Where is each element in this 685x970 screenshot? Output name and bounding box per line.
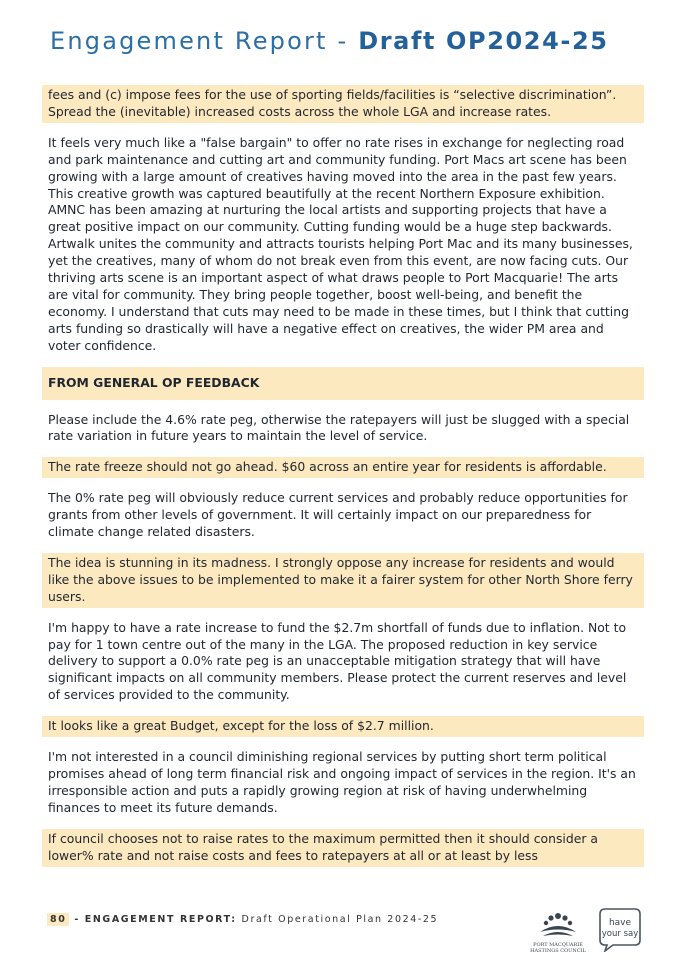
page-footer (47, 914, 438, 925)
section-heading: FROM GENERAL OP FEEDBACK (42, 367, 644, 400)
page-number: 80 (47, 913, 69, 926)
report-title-regular: Engagement Report - (50, 27, 359, 55)
feedback-content (42, 85, 644, 877)
have-your-say-line1: have (608, 918, 632, 928)
feedback-item: It looks like a great Budget, except for the loss of $2.7 million. (42, 716, 644, 737)
report-title-bold: Draft OP2024-25 (358, 27, 609, 55)
feedback-item: fees and (c) impose fees for the use of sporting fields/facilities is “selective discrimination”. Spread the (inevitable) increased costs across the whole LGA and increase rates. (42, 85, 644, 123)
footer-label: Draft Operational Plan 2024-25 (241, 914, 439, 925)
logo-text-line2: HASTINGS COUNCIL (530, 948, 586, 954)
report-title (50, 27, 609, 55)
have-your-say-line2: your say (601, 929, 639, 939)
feedback-item: If council chooses not to raise rates to the maximum permitted then it should consider a lower% rate and not raise costs and fees to ratepayers at all or at least by less (42, 829, 644, 867)
feedback-item: I'm happy to have a rate increase to fund the $2.7m shortfall of funds due to inflation. Not to pay for 1 town centre out of the many in the LGA. The proposed reduction in key service delivery to support a 0.0% rate peg is an unacceptable mitigation strategy that will have significant impacts on all community members. Please protect the current reserves and level of services provided to the community. (48, 619, 627, 703)
feedback-item: Please include the 4.6% rate peg, otherwise the ratepayers will just be slugged with a special rate variation in future years to maintain the level of service. (48, 411, 630, 444)
logo-text-line1: PORT MACQUARIE (533, 942, 583, 948)
have-your-say-logo (597, 906, 643, 952)
council-logo (526, 906, 590, 956)
feedback-item: The idea is stunning in its madness. I strongly oppose any increase for residents and would like the above issues to be implemented to make it a fairer system for other North Shore ferry users. (42, 553, 644, 608)
feedback-item: The 0% rate peg will obviously reduce current services and probably reduce opportunities for grants from other levels of government. It will certainly impact on our preparedness for climate change related disasters. (48, 490, 628, 540)
feedback-item: I'm not interested in a council diminishing regional services by putting short term political promises ahead of long term financial risk and ongoing impact of services in the region. It's an irresponsible action and puts a rapidly growing region at risk of having underwhelming finances to meet its future demands. (48, 749, 636, 815)
feedback-item: The rate freeze should not go ahead. $60 across an entire year for residents is affordable. (42, 457, 644, 478)
footer-label-bold: - ENGAGEMENT REPORT: (69, 914, 242, 925)
feedback-item: It feels very much like a "false bargain" to offer no rate rises in exchange for neglecting road and park maintenance and cutting art and community funding. Port Macs art scene has been growing with a large amount of creatives having moved into the area in the past few years. This creative growth was captured beautifully at the recent Northern Exposure exhibition. AMNC has been amazing at nurturing the local artists and supporting projects that have a great positive impact on our community. Cutting funding would be a huge step backwards. Artwalk unites the community and attracts tourists helping Port Mac and its many businesses, yet the creatives, many of whom do not break even from this event, are now facing cuts. Our thriving arts scene is an important aspect of what draws people to Port Macquarie! The arts are vital for community. They bring people together, boost well-being, and benefit the economy. I understand that cuts may need to be made in these times, but I think that cutting arts funding so drastically will have a negative effect on creatives, the wider PM area and voter confidence. (48, 134, 633, 353)
